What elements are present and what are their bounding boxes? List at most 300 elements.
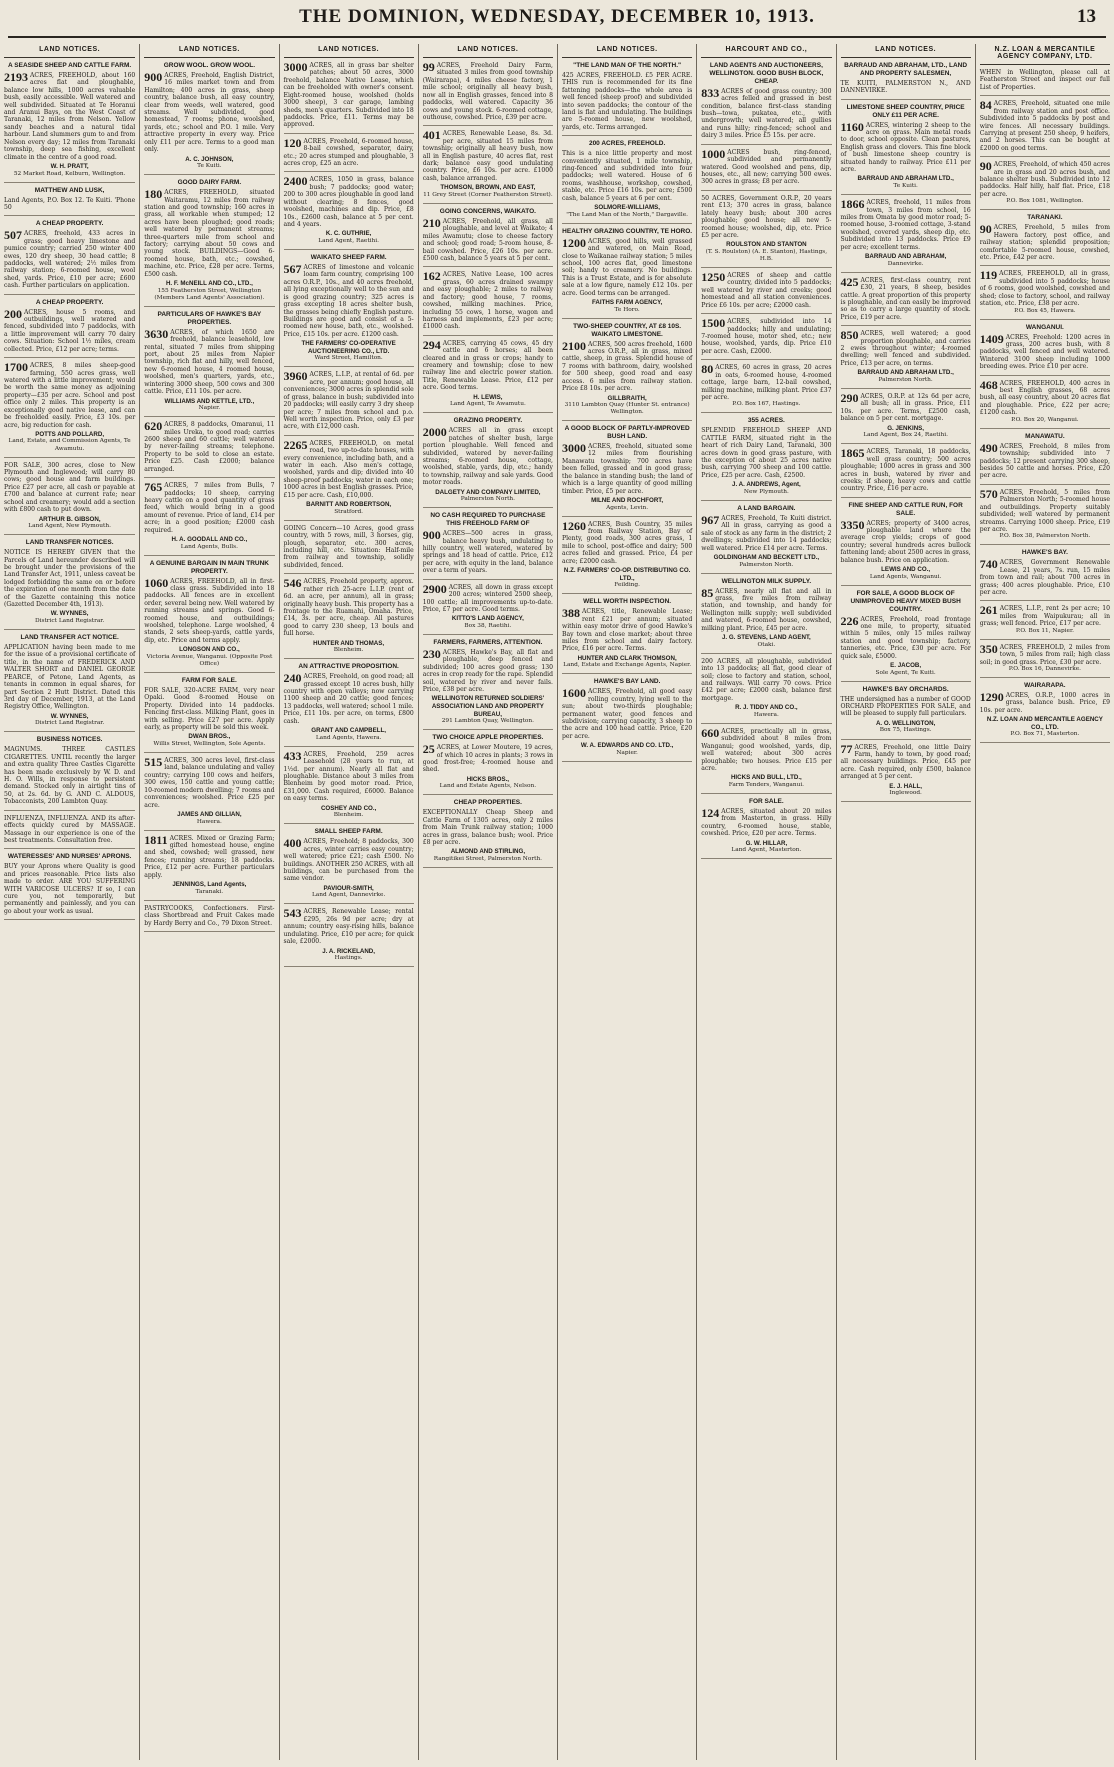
ad-body xyxy=(284,176,414,228)
ad-lead-number: 119 xyxy=(979,268,998,283)
ad-body xyxy=(283,748,414,803)
ad-heading: FINE SHEEP AND CATTLE RUN, FOR SALE. xyxy=(848,501,963,517)
classified-ad xyxy=(284,371,414,435)
classified-ad xyxy=(980,270,1110,319)
classified-ad xyxy=(562,518,693,595)
classified-ad xyxy=(4,815,135,850)
ad-address: Otaki. xyxy=(757,641,776,648)
classified-ad xyxy=(423,417,553,508)
ad-body xyxy=(422,646,553,694)
classified-ad xyxy=(144,757,274,831)
classified-ad xyxy=(841,590,971,682)
ad-body xyxy=(562,150,692,202)
column-header: LAND NOTICES. xyxy=(4,44,135,58)
ad-agent: H. LEWIS, xyxy=(473,393,503,401)
ad-text: ACRES, Freehold, all grass, all ploughable, and level at Waikato; 4 miles Awamutu; close to cheese factory and school; good road; 5-room house, 8-bail cowshed. Price, £26 10s. per acre. £500 cash, balance 5 years at 5 per cent. xyxy=(422,217,553,262)
classified-ad xyxy=(284,176,414,250)
ad-body xyxy=(144,326,275,396)
ad-body xyxy=(562,518,693,566)
ad-text: ACRES, O.R.P. at 12s 6d per acre, all bush; all in grass. Price, £11 10s. per acre. Terms, £2500 cash, balance on 5 per cent. mortgage. xyxy=(840,392,971,423)
ad-lead-number: 226 xyxy=(840,613,859,628)
ad-agent: W. WYNNES, xyxy=(50,712,89,720)
classified-ad xyxy=(423,639,553,730)
ad-heading: HAWKE'S BAY ORCHARDS. xyxy=(862,685,949,693)
column-6 xyxy=(696,44,835,1760)
ad-text: ACRES, Taranaki, 18 paddocks, well grass country; 500 acres ploughable; 1000 acres in grass and 300 acres in bush, watered by river and creeks; if sheep, heavy cows and cattle country. Price, £16 per acre. xyxy=(840,448,971,493)
column-header: HARCOURT AND CO., xyxy=(701,44,831,58)
ad-lead-number: 468 xyxy=(979,377,998,392)
classified-ad xyxy=(144,179,274,307)
ad-lead-number: 1409 xyxy=(979,331,1004,346)
ad-text: ACRES, FREEHOLD, about 160 acres flat and ploughable, balance low hills, 1000 acres valuable bush, easily accessible. Well watered and well subdivided. Situated at Te Horanui and Aranui Bays, on the West Coast of Taranaki, 12 miles from Nelson. Yellow sandy beaches and a natural tidal harbour. Land slummers gum to and from Nelson every day; 12 miles from Taranaki township, deep sea fishing, excellent climate in the centre of a good road. xyxy=(4,71,136,161)
ad-lead-number: 1250 xyxy=(701,270,726,285)
column-header: LAND NOTICES. xyxy=(562,44,692,58)
ad-agent: GILLBRAITH, xyxy=(607,394,647,402)
ad-address: Land Agent, Dannevirke. xyxy=(311,892,386,899)
ad-lead-number: 1500 xyxy=(701,316,726,331)
classified-ad xyxy=(701,417,831,501)
ad-lead-number: 80 xyxy=(701,362,714,377)
classified-ad xyxy=(283,748,414,825)
ad-body xyxy=(283,261,414,338)
ad-lead-number: 1290 xyxy=(979,690,1004,705)
column-header: LAND NOTICES. xyxy=(144,44,274,58)
ad-body xyxy=(144,687,274,732)
classified-ad xyxy=(144,482,274,556)
classified-ad xyxy=(422,581,553,635)
classified-ad xyxy=(840,274,971,327)
ad-text: ACRES, Freehold, 5 miles from Palmerston North; 5-roomed house and outbuildings. Property suitably subdivided; well watered by permanent streams. Carrying 1000 sheep. Price, £19 per acre. xyxy=(979,488,1110,533)
column-8 xyxy=(975,44,1114,1760)
ad-lead-number: 294 xyxy=(422,337,441,352)
ad-body xyxy=(422,337,553,392)
ad-lead-number: 1600 xyxy=(562,686,586,701)
ad-agent: N.Z. FARMERS' CO-OP. DISTRIBUTING CO. LTD., xyxy=(563,567,691,582)
ad-address: Agents, Levin. xyxy=(606,504,649,511)
ad-heading: HAWKE'S BAY LAND. xyxy=(593,678,661,686)
classified-ad xyxy=(4,736,135,810)
ad-agent: ROULSTON AND STANTON xyxy=(726,241,807,249)
classified-ad xyxy=(4,362,135,457)
classified-ad xyxy=(283,437,414,521)
classified-ad xyxy=(284,62,414,134)
ad-lead-number: 1865 xyxy=(840,446,865,461)
ad-text: INFLUENZA, INFLUENZA. AND its after-effects quickly cured by MASSAGE. Massage in our experience is one of the best treatments. Consultation free. xyxy=(4,814,136,845)
ad-address: P.O. Box 11, Napier. xyxy=(1015,627,1074,634)
ad-address: Land Agent, Raetihi. xyxy=(318,238,379,244)
ad-text: ACRES, of which 1650 are freehold, balance leasehold, low rental, situated 7 miles from shipping port, about 25 miles from Napier township, rich flat and hilly, well fenced, new 6-roomed house, 4 roomed house, woolshed, men's quarters, yards, etc., wintering 3000 sheep, 500 cows and 300 cattle. Price, £11 10s. per acre. xyxy=(144,328,275,396)
classified-ad xyxy=(4,853,135,920)
ad-text: 50 ACRES, Government O.R.P., 20 years rent £13; 370 acres in grass, balance lately heavy bush; about 300 acres ploughable; good house; all new 5-roomed house; woolshed, dip, etc. Price £5 per acre. xyxy=(701,194,832,239)
ad-body xyxy=(980,100,1110,152)
ad-text: FOR SALE, 320-ACRE FARM, very near Opaki. Good 8-roomed House on Property. Divided into 14 paddocks. Fencing first-class. Milking Plant, goes in with selling. Price £27 per acre. Apply early, as property will be sold this week. xyxy=(144,686,275,732)
ad-address: District Land Registrar. xyxy=(34,618,105,625)
ad-agent: GOLDINGHAM AND BECKETT LTD., xyxy=(713,553,820,561)
classified-ad xyxy=(841,448,971,498)
ad-heading: LAND TRANSFER NOTICES. xyxy=(25,539,114,547)
classified-ad xyxy=(701,62,831,145)
ad-body xyxy=(283,135,414,168)
ad-address: Te Kuiti. xyxy=(197,163,222,170)
ad-text: ACRES, FREEHOLD, 2 miles from town, 5 miles from rail; high class soil; in good grass. Price, £30 per acre. xyxy=(979,643,1110,666)
ad-text: ACRES, first-class country, rent £30, 21 years, 8 sheep, besides cattle. A great proportion of this property is ploughable, and can easily be improved so as to carry a large quantity of stock. Price, £19 per acre. xyxy=(840,276,971,321)
ad-heading: LAND TRANSFER ACT NOTICE. xyxy=(20,634,119,642)
classified-ad xyxy=(144,905,274,932)
ad-agent: GRANT AND CAMPBELL, xyxy=(311,727,386,735)
ad-text: ACRES. Mixed or Grazing Farm; gifted homestead house, engine and shed, cowshed; well grassed, new fences; running streams; 18 paddocks. Price, £12 per acre. Further particulars apply. xyxy=(144,834,275,879)
ad-heading: TARANAKI. xyxy=(1027,214,1063,222)
ad-lead-number: 2100 xyxy=(562,338,586,353)
ad-lead-number: 120 xyxy=(283,135,302,150)
ad-agent: BARRAUD AND ABRAHAM LTD., xyxy=(857,369,954,377)
ad-lead-number: 1200 xyxy=(562,235,586,250)
ad-address: Sole Agent, Te Kuiti. xyxy=(875,669,936,676)
ad-text: ACRES, Freehold, 259 acres Leasehold (28 years to run, at 1½d. per annum). Nearly all flat and ploughable. Distance about 3 miles from Blenheim by good motor road. Price, £31,000. Cash required, £6000. Balance on easy terms. xyxy=(283,750,414,803)
ad-heading: PARTICULARS OF HAWKE'S BAY PROPERTIES. xyxy=(157,310,262,326)
ad-text: ACRES, Freehold property, approx. rather rich 25-acre L.I.P. (rent of 6d. an acre, per annum), all in grass; originally heavy bush. This property has a frontage to the Ruamahi, Omaha. Price, £14, 3s. per acre, cheap. All pastures good to carry 230 sheep, 13 bouls and full horse. xyxy=(283,578,414,638)
classified-ad xyxy=(701,578,831,654)
ad-body xyxy=(701,427,831,479)
ad-body xyxy=(701,585,832,633)
ad-address: Blenheim. xyxy=(333,812,364,819)
ad-body xyxy=(841,696,971,718)
ad-heading: GRAZING PROPERTY. xyxy=(453,417,523,425)
ad-agent: POTTS AND POLLARD, xyxy=(35,430,105,438)
ad-address: Victoria Avenue, Wanganui. (Opposite Post Office) xyxy=(146,653,273,667)
ad-address: 3110 Lambton Quay (Hunter St. entrance) Wellington. xyxy=(564,402,690,416)
column-1 xyxy=(0,44,139,1760)
ad-body xyxy=(284,578,414,637)
ad-heading: LAND AGENTS AND AUCTIONEERS, WELLINGTON. GOOD BUSH BLOCK, CHEAP. xyxy=(709,62,824,85)
ad-address: Hawera. xyxy=(196,818,222,825)
ad-body xyxy=(701,512,832,552)
ad-heading: FOR SALE. xyxy=(749,797,784,805)
ad-body xyxy=(284,62,414,129)
classified-ad xyxy=(4,62,135,183)
classified-ad xyxy=(4,539,135,630)
ad-lead-number: 967 xyxy=(701,512,720,527)
ad-body xyxy=(284,371,414,430)
ad-body xyxy=(562,338,693,393)
ad-text: ACRES, house 5 rooms, and outbuildings, well watered and fenced, subdivided into 7 paddocks, with a little improvement will carry 70 dairy cows. Situation: School 1½ miles, cream collected. Price, £12 per acre; terms. xyxy=(4,308,136,353)
ad-lead-number: 2000 xyxy=(422,425,447,440)
ad-address: Land Agent, Te Awamutu. xyxy=(449,401,526,408)
ad-text: ACRES, 1050 in grass, balance bush; 7 paddocks; good water; 200 to 300 acres ploughable in good land without clearing; 8 fences, good woolshed, machines and dip. Price, £8 10s., £2600 cash, balance at 5 per cent. and 4 years. xyxy=(283,176,414,229)
ad-body xyxy=(4,306,136,354)
ad-lead-number: 900 xyxy=(422,528,441,543)
ad-lead-number: 3350 xyxy=(840,517,865,532)
ad-agent: W. H. PRATT, xyxy=(50,162,89,170)
ad-lead-number: 740 xyxy=(979,557,998,572)
ad-heading: A GENUINE BARGAIN IN MAIN TRUNK PROPERTY. xyxy=(149,559,270,575)
ad-body xyxy=(840,517,971,565)
ad-body xyxy=(144,575,275,645)
classified-ad xyxy=(980,549,1110,601)
ad-text: TE KUITI, PALMERSTON N., AND DANNEVIRKE. xyxy=(840,79,971,95)
classified-ad xyxy=(423,512,553,579)
ad-body xyxy=(701,364,831,401)
column-4 xyxy=(418,44,557,1760)
classified-ad xyxy=(979,641,1110,678)
ad-text: ACRES, situated about 20 miles from Masterton, in grass. Hilly country, 6-roomed house, stable, cowshed. Price, £20 per acre. Terms. xyxy=(701,807,832,838)
ad-agent: ARTHUR B. GIBSON, xyxy=(38,515,101,523)
ad-lead-number: 433 xyxy=(283,748,302,763)
classified-ad xyxy=(284,908,414,967)
classified-ad xyxy=(4,187,135,217)
ad-heading: WATERESSES' AND NURSES' APRONS. xyxy=(7,853,132,861)
ad-text: EXCEPTIONALLY Cheap Sheep and Cattle Farm of 1305 acres, only 2 miles from Main Trunk railway station; 1000 acres in grass, balance bush; wool. Price £8 per acre. xyxy=(422,809,553,847)
classified-ad xyxy=(144,311,274,417)
ad-address: District Land Registrar. xyxy=(34,720,105,727)
ad-text: ACRES, 300 acres level, first-class land, balance undulating and valley country; carrying 100 cows and heifers, 300 ewes, 150 cattle and young cattle; 10-roomed modern dwelling; 7 rooms and conveniences; woolshed. Price £25 per acre. xyxy=(144,757,275,809)
ad-lead-number: 90 xyxy=(979,222,992,237)
ad-address: Box 38, Raetihi. xyxy=(464,622,512,629)
ad-address: Feilding. xyxy=(614,582,640,589)
column-3 xyxy=(279,44,418,1760)
ad-address: Land Agent, Box 24, Raetihi. xyxy=(863,432,948,439)
ad-agent: HICKS AND BULL, LTD., xyxy=(730,774,802,782)
ad-text: ACRES, Renewable Lease, 8s. 3d. per acre, situated 15 miles from township; originally all heavy bush, now all in English pasture, 40 acres flat, rest dark; balance easy good undulating country. Price, £6 10s. per acre. £1000 cash, balance arranged. xyxy=(422,130,553,182)
ad-address: P.O. Box 38, Palmerston North. xyxy=(999,533,1091,540)
classified-ad xyxy=(4,462,135,536)
ad-address: Te Kuiti. xyxy=(893,183,918,190)
classified-ad xyxy=(423,130,553,204)
ad-address: New Plymouth. xyxy=(743,488,789,495)
ad-heading: 355 ACRES. xyxy=(747,417,785,425)
ad-text: ACRES, freehold, 433 acres in grass; good heavy limestone and pumice country; carried 250 winter 400 ewes, 120 dry sheep, 30 head cattle; 8 paddocks, well watered; 2½ miles from railway station; 6-roomed house, wool shed, yards. Price, £10 per acre; £600 cash. Further particulars on application. xyxy=(4,230,136,290)
classified-ad xyxy=(980,69,1110,96)
masthead xyxy=(0,0,1114,38)
ad-body xyxy=(283,437,414,499)
ad-text: ACRES, Freehold, 8 miles from township; subdivided into 7 paddocks; 12 present carrying 300 sheep, besides 50 cattle and horses. Price, £20 per acre. xyxy=(979,442,1110,480)
ad-heading: WELL WORTH INSPECTION. xyxy=(583,598,672,606)
ad-lead-number: 77 xyxy=(840,741,853,756)
ad-agent: THOMSON, BROWN, AND EAST, xyxy=(440,184,536,192)
ad-text: WHEN in Wellington, please call at Featherston Street and inspect our full List of Properties. xyxy=(979,69,1110,91)
ad-body xyxy=(4,69,136,161)
classified-ad xyxy=(980,161,1110,210)
ad-agent: LEWIS AND CO., xyxy=(881,566,931,574)
column-header: LAND NOTICES. xyxy=(841,44,971,58)
ad-text: ACRES; property of 3400 acres, ploughable land where the average crop yields; crops of good country; several hundreds acres bullock fattening land; about 2500 acres in grass, balance bush. Price on application. xyxy=(840,519,971,564)
ad-body xyxy=(562,608,692,653)
ad-text: FOR SALE, 300 acres, close to New Plymouth and Inglewood; will carry 80 cows; good house and farm buildings. Price £27 per acre, all cash or payable at £700 and balance at current rate; near school and creamery; would add a section with £800 cash to put down. xyxy=(4,461,136,514)
ad-agent: HUNTER AND CLARK THOMSON, xyxy=(577,654,677,662)
ad-lead-number: 84 xyxy=(979,98,992,113)
ad-text: ACRES, O.R.P., 1000 acres in grass, balance bush. Price, £9 10s. per acre. xyxy=(979,692,1110,714)
ad-body xyxy=(423,271,553,330)
classified-ad xyxy=(701,725,832,794)
classified-ad xyxy=(144,677,274,753)
ad-text: PASTRYCOOKS, Confectioners. First-class Shortbread and Fruit Cakes made by Hardy Berry and Co., 79 Dixon Street. xyxy=(144,904,275,927)
ad-text: ACRES of good grass country; 300 acres felled and grassed in best condition, balance first-class standing bush—towa, pukatea, etc., with undergrowth; well watered; all gullies and runs hilly; ring-fenced; school and dairy 3 miles. Price £5 15s. per acre. xyxy=(701,87,832,140)
classified-ad xyxy=(701,658,831,724)
ad-body xyxy=(562,235,693,297)
ad-text: This is a nice little property and most conveniently situated, 1 mile township, ring-fenced and subdivided into four paddocks; well watered. House of 6 rooms, washhouse, workshop, cowshed, stable, etc. Price £16 10s. per acre; £500 cash, balance 5 years at 6 per cent. xyxy=(562,150,693,202)
ad-agent: SOLMORE-WILLIAMS, xyxy=(594,204,660,212)
ad-lead-number: 570 xyxy=(979,486,998,501)
ad-heading: CHEAP PROPERTIES. xyxy=(453,799,522,807)
ad-heading: FOR SALE, A GOOD BLOCK OF UNIMPROVED HEAVY MIXED BUSH COUNTRY. xyxy=(850,589,961,613)
classified-ad xyxy=(4,634,135,732)
ad-heading: NO CASH REQUIRED TO PURCHASE THIS FREEHOLD FARM OF xyxy=(430,512,546,528)
ad-address: "The Land Man of the North," Dargaville. xyxy=(566,211,689,218)
classified-ad xyxy=(562,323,692,421)
ad-text: ACRES, Freehold, English District, 16 miles market town and from Hamilton; 400 acres in grass, sheep country, balance bush, all easy country, clear from weeds, well watered, good streams. Well subdivided, good homestead, 7 rooms; phone, woolshed, yards, etc.; school and P.O. 1 mile. Very attractive property in every way. Price only £11 per acre. Terms to a good man only. xyxy=(144,71,275,154)
ad-address: P.O. Box 1081, Wellington. xyxy=(1006,198,1084,205)
classified-ad xyxy=(840,741,971,803)
classified-ad xyxy=(144,421,274,478)
ad-text: ACRES, at Lower Moutere, 19 acres, of which 10 acres in plants; 3 rows in good frost-free; 4-roomed house and shed. xyxy=(422,744,553,774)
ad-body xyxy=(979,641,1110,666)
ad-lead-number: 833 xyxy=(701,85,720,100)
ad-text: ACRES, Freehold, all good easy rolling country, lying well to the sun; about two-thirds ploughable; permanent water, good fences and subdivision; carrying capacity, 3 sheep to the acre and 100 head cattle. Price, £20 per acre. xyxy=(562,688,693,740)
classified-ad xyxy=(980,214,1110,266)
ad-agent: J. A. ANDREWS, Agent, xyxy=(732,481,801,489)
ad-address: Box 75, Hastings. xyxy=(879,727,932,734)
ad-body xyxy=(980,605,1110,627)
ad-address: Ward Street, Hamilton. xyxy=(314,355,383,362)
ad-body xyxy=(284,838,414,883)
ad-body xyxy=(840,613,971,661)
ad-body xyxy=(841,80,971,95)
ad-agent: DWAN BROS., xyxy=(188,733,231,741)
ad-agent: H. F. McNEILL AND CO., LTD., xyxy=(165,280,253,288)
classified-ad xyxy=(841,104,971,195)
ad-body xyxy=(4,815,135,845)
ad-address: Farm Tenders, Wanganui. xyxy=(728,781,805,788)
ad-heading: A GOOD BLOCK OF PARTLY-IMPROVED BUSH LAND. xyxy=(564,425,690,441)
ad-address: Land Agents, Bulls. xyxy=(180,543,238,550)
ad-lead-number: 546 xyxy=(283,576,302,591)
ad-body xyxy=(980,692,1110,714)
ad-body xyxy=(423,744,553,774)
ad-agent: G. W. HILLAR, xyxy=(745,839,788,847)
ad-lead-number: 1000 xyxy=(701,146,726,161)
ad-heading: GOING CONCERNS, WAIKATO. xyxy=(439,207,536,215)
ad-address: P.O. Box 45, Hawera. xyxy=(1014,307,1076,314)
ad-agent: JAMES AND GILLIAN, xyxy=(177,811,242,819)
classified-ad xyxy=(701,195,831,268)
ad-address: 11 Grey Street (Corner Featherston Street). xyxy=(423,191,553,198)
ad-agent: THE FARMERS' CO-OPERATIVE AUCTIONEERING CO., LTD. xyxy=(301,340,396,355)
ad-lead-number: 290 xyxy=(840,390,859,405)
ad-agent: H. A. GOODALL AND CO., xyxy=(171,536,248,544)
ad-lead-number: 350 xyxy=(979,641,998,656)
ad-text: THE undersigned has a number of GOOD ORCHARD PROPERTIES FOR SALE, and will be pleased to supply full particulars. xyxy=(840,695,971,718)
ad-address: Palmerston North. xyxy=(878,376,933,383)
ad-lead-number: 765 xyxy=(144,480,163,495)
ad-lead-number: 388 xyxy=(562,606,580,621)
ad-heading: SMALL SHEEP FARM. xyxy=(314,828,383,836)
ad-text: 200 ACRES, all ploughable, subdivided into 13 paddocks; all flat, good clear of soil; close to factory and station, school, and railways. Will carry 70 cows. Price £42 per acre; £2000 cash, balance first mortgage. xyxy=(701,657,832,702)
classified-ad xyxy=(840,390,971,444)
ad-body xyxy=(840,119,971,174)
ad-agent: J. A. RICKELAND, xyxy=(322,947,375,955)
ad-agent: PAVIOUR-SMITH, xyxy=(323,884,374,892)
classified-ad xyxy=(283,135,414,173)
ad-heading: HEALTHY GRAZING COUNTRY, TE HORO. xyxy=(562,227,693,235)
ad-lead-number: 1260 xyxy=(562,518,586,533)
ad-heading: HAWKE'S BAY. xyxy=(1021,549,1068,557)
ad-text: ACRES, Bush Country, 35 miles from Railway Station, Bay of Plenty, good roads, 300 acres grass, 1 mile to school, post-office and dairy; 500 acres felled and grassed. Price, £4 per acre; £2000 cash. xyxy=(562,520,693,565)
ad-agent: E. JACOB, xyxy=(890,662,922,670)
classified-ad xyxy=(423,208,553,267)
ad-agent: K. C. GUTHRIE, xyxy=(325,230,372,238)
ad-lead-number: 1811 xyxy=(144,832,168,847)
ad-address: Palmerston North. xyxy=(460,496,515,503)
ad-address: Dannevirke. xyxy=(887,260,924,267)
ad-text: ACRES all in grass except patches of shelter bush, large portion ploughable. Well fenced and subdivided, watered by never-failing streams; 6-roomed house, cottage, woolshed, stable, yards, dip, etc.; handy to township, railway and sale yards. Good motor roads. xyxy=(422,427,553,487)
ad-lead-number: 3000 xyxy=(283,60,308,74)
ad-text: ACRES, Freehold; 8 paddocks, 300 acres, winter carries easy country; well watered; price £21; cash £500. No buildings. ANOTHER 250 ACRES, with all buildings, can be purchased from the same vendor. xyxy=(283,838,414,883)
ad-text: ACRES, FREEHOLD, on metal road, two up-to-date houses, with every convenience, including bath, and a water in each. Also men's cottage, woolshed, yards and dip; divided into 40 sheep-proof paddocks; water in each one; 1000 acres in best English grasses. Price, £15 per acre. Cash, £10,000. xyxy=(283,439,414,499)
ad-heading: TWO-SHEEP COUNTRY, AT £8 10S. WAIKATO LIMESTONE. xyxy=(573,322,682,338)
classified-ad xyxy=(980,433,1110,485)
classified-ad xyxy=(284,828,414,904)
ad-body xyxy=(980,559,1110,596)
classified-ad xyxy=(423,62,553,126)
ad-address: P.O. Box 71, Masterton. xyxy=(1010,731,1080,738)
classified-ad xyxy=(562,598,692,674)
ad-address: Hastings. xyxy=(334,955,363,962)
ad-address: Land and Estate Agents, Nelson. xyxy=(439,783,537,790)
ad-lead-number: 210 xyxy=(422,215,441,230)
ad-agent: W. WYNNES, xyxy=(50,610,89,618)
ad-heading: WAIKATO SHEEP FARM. xyxy=(310,254,387,262)
ad-address: Land Agents, Wanganui. xyxy=(869,573,942,580)
ad-text: ACRES, 500 acres freehold, 1600 acres O.R.P., all in grass, mixed cattle, sheep, in grass. Splendid house of 7 rooms with bathroom, dairy, woolshed for 500 sheep, good road and easy access. 6 miles from railway station. Price £8 10s. per acre. xyxy=(562,340,693,393)
ad-lead-number: 200 xyxy=(4,306,22,321)
ad-lead-number: 162 xyxy=(422,269,441,284)
ad-body xyxy=(840,741,971,781)
ad-body xyxy=(284,525,414,570)
ad-body xyxy=(284,908,414,945)
ad-text: ACRES, Native Lease, 100 acres grass, 60 acres drained swampy and easy ploughable; 2 miles to railway and factory; good house, 7 rooms, cowshed, milking machines. Price, including 55 cows, 1 horse, wagon and harness and implements, £23 per acre; £1000 cash. xyxy=(422,271,553,331)
ad-agent: WILLIAMS AND KETTLE, LTD., xyxy=(164,397,255,405)
classified-ad xyxy=(841,686,971,740)
ad-body xyxy=(701,85,832,140)
ad-heading: BARRAUD AND ABRAHAM, LTD., LAND AND PROPERTY SALESMEN, xyxy=(844,62,968,77)
ad-lead-number: 3960 xyxy=(283,369,308,384)
ad-address: Taranaki. xyxy=(195,888,224,895)
ad-agent: N.Z. LOAN AND MERCANTILE AGENCY CO., LTD. xyxy=(986,716,1103,731)
ad-lead-number: 660 xyxy=(701,725,720,740)
ad-address: Land Agents, Hawera. xyxy=(315,734,382,741)
ad-text: ACRES, FREEHOLD, all in grass, subdivided into 5 paddocks; house of 6 rooms, good woolshed, cowshed and shed; close to factory, school, and railway station, etc. Price, £38 per acre. xyxy=(979,270,1110,308)
ad-heading: BUSINESS NOTICES. xyxy=(36,736,103,744)
ad-heading: GOOD DAIRY FARM. xyxy=(177,179,242,187)
classified-ad xyxy=(284,578,414,659)
ad-text: ACRES, good hills, well grassed and watered, on Main Road, close to Waikanae railway station; 5 miles school, 100 acres flat, good limestone soil; handy to creamery. No buildings. This is a Trust Estate, and is for absolute sale at a low figure, namely £12 10s. per acre. Good terms can be arranged. xyxy=(562,237,693,297)
ad-lead-number: 515 xyxy=(144,755,163,770)
ad-body xyxy=(423,130,553,182)
classified-ad xyxy=(144,62,274,175)
classified-ad xyxy=(144,832,275,901)
ad-lead-number: 850 xyxy=(840,328,859,343)
ad-body xyxy=(562,688,692,740)
ad-text: ACRES, 60 acres in grass, 20 acres in oats, 6-roomed house, 4-roomed cottage, large barn, 12-bail cowshed, milking machine, milking plant. Price £37 per acre. xyxy=(701,364,832,401)
classified-ad xyxy=(980,100,1110,157)
ad-lead-number: 3630 xyxy=(144,326,169,341)
ad-agent: ALMOND AND STIRLING, xyxy=(450,848,526,856)
ad-address: Te Horo. xyxy=(614,306,640,313)
ad-body xyxy=(979,377,1110,417)
ad-text: ACRES, Freehold, one little Dairy Farm, handy to town, by good road; all necessary buildings. Price, £45 per acre. Cash required, only £500, balance arranged at 5 per cent. xyxy=(840,743,971,781)
ad-text: ACRES, Freehold, 5 miles from Hawera factory, post office, and railway station; splendid proposition; comfortable 5-roomed house, cowshed, etc. Price, £42 per acre. xyxy=(979,224,1110,261)
ad-text: ACRES, freehold, situated some 12 miles from flourishing Manawatu township; 700 acres have been felled, grassed and in good grass; the balance in standing bush; the land of which is a large quantity of good milling timber. Price, £5 per acre. xyxy=(562,443,693,495)
ad-body xyxy=(701,146,832,186)
